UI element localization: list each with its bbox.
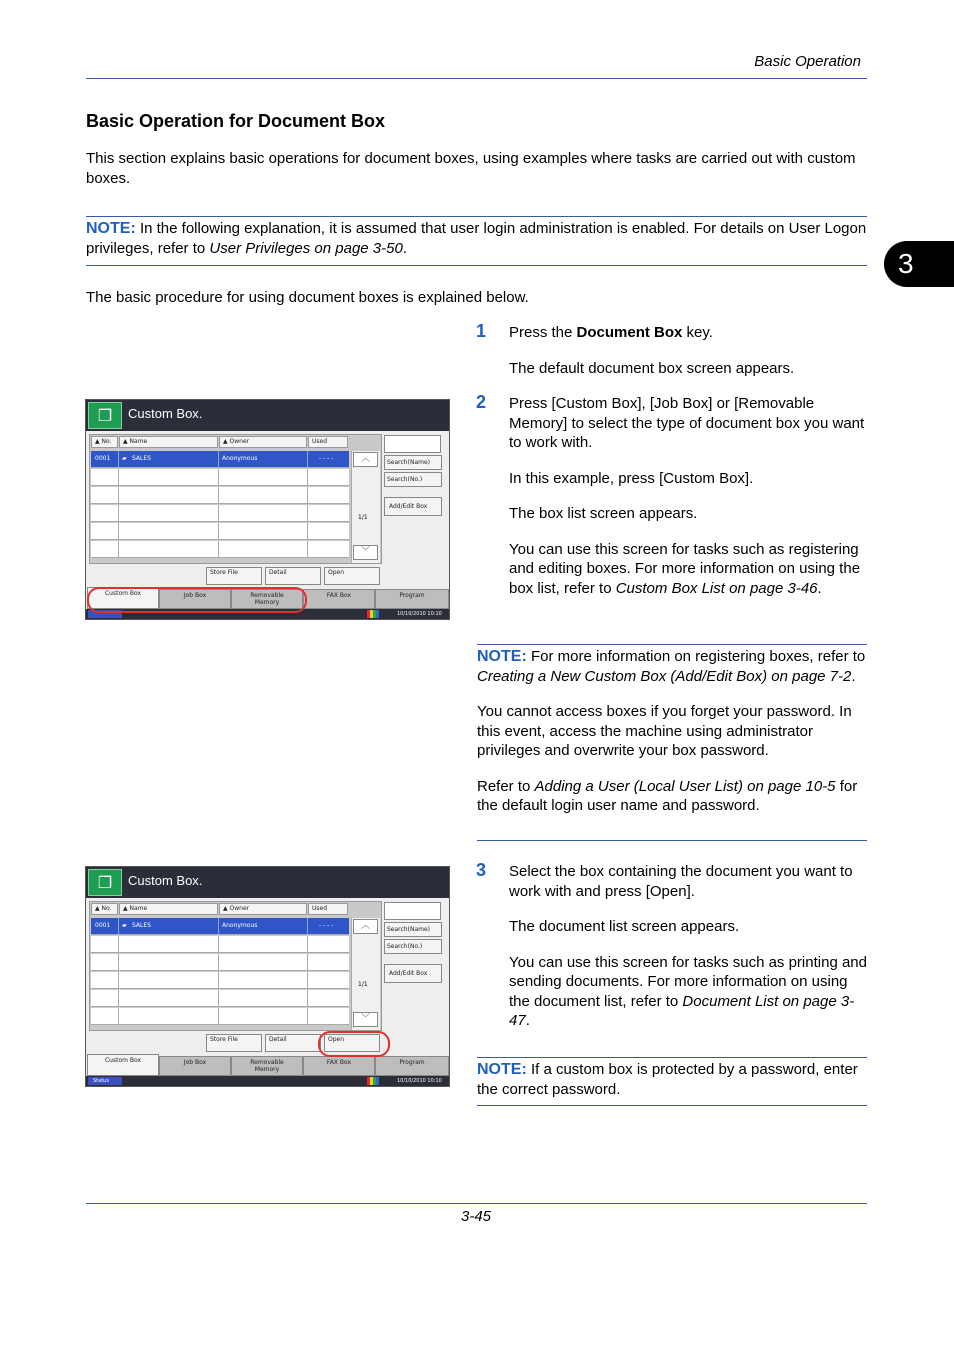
step-3-ref: Document List on page 3-47	[509, 992, 855, 1029]
col-used[interactable]	[308, 436, 348, 448]
note2-refer-link: Adding a User (Local User List) on page 10-5	[534, 777, 836, 795]
col-used-label: Used	[312, 438, 328, 445]
col-no-label: No.	[101, 905, 112, 912]
col-name[interactable]: ▲ Name	[119, 436, 218, 448]
note1-bottom-rule	[86, 265, 867, 266]
col-owner[interactable]: ▲ Owner	[219, 436, 307, 448]
page-number: 3-45	[461, 1208, 492, 1225]
table-row[interactable]	[91, 469, 349, 486]
page-indicator: 1/1	[358, 514, 368, 521]
open-button[interactable]: Open	[324, 567, 380, 585]
highlight-open	[318, 1031, 390, 1057]
step-1-key: Document Box	[576, 324, 683, 341]
step-1-number: 1	[476, 321, 487, 341]
scroll-up-button[interactable]: ︿	[353, 919, 378, 934]
folder-icon: ▰	[122, 922, 127, 929]
tab-removable-label: Removable Memory	[250, 1059, 284, 1073]
table-row[interactable]	[91, 505, 349, 522]
step-3-end: .	[525, 1012, 530, 1029]
store-file-button[interactable]: Store File	[206, 1034, 262, 1052]
tab-program[interactable]	[375, 1056, 449, 1076]
note2-bottom-rule	[477, 840, 867, 841]
tab-job-box-label: Job Box	[183, 592, 207, 599]
tab-fax-box-label: FAX Box	[326, 592, 352, 599]
box-list-panel	[89, 901, 382, 1031]
row-no: 0001	[95, 922, 111, 929]
step-2-result: The box list screen appears.	[509, 505, 698, 522]
note2-end: .	[851, 667, 856, 685]
note2-label: NOTE:	[477, 648, 527, 665]
tab-program-label: Program	[399, 1059, 425, 1066]
tab-program-label: Program	[399, 592, 425, 599]
step-2-example: In this example, press [Custom Box].	[509, 469, 754, 487]
step-3-detail: You can use this screen for tasks such as printing and sending documents. For more information on using the document list, refer to	[509, 953, 867, 1010]
status-datetime: 10/10/2010 10:10	[397, 611, 442, 617]
col-used[interactable]	[308, 903, 348, 915]
col-owner[interactable]: ▲ Owner	[219, 903, 307, 915]
step-2-ref: Custom Box List on page 3-46	[615, 579, 818, 597]
search-name-button[interactable]: Search(Name)	[384, 455, 442, 470]
note2-top-rule	[477, 644, 867, 645]
note3-label: NOTE:	[477, 1061, 527, 1078]
table-row[interactable]	[91, 487, 349, 504]
col-no[interactable]: ▲ No.	[91, 436, 118, 448]
scroll-column	[351, 451, 380, 563]
step-1-pre: Press the	[509, 324, 577, 341]
row-name: SALES	[132, 922, 151, 929]
box-list-screen-1	[85, 399, 450, 620]
section-heading: Basic Operation for Document Box	[86, 111, 386, 131]
tab-fax-box[interactable]	[303, 1056, 375, 1076]
step-2	[509, 394, 869, 614]
tab-job-box[interactable]	[159, 1056, 231, 1076]
open-button[interactable]: Open	[324, 1034, 380, 1052]
step-1-result: The default document box screen appears.	[509, 359, 795, 377]
note1-end: .	[402, 239, 408, 257]
step-1	[509, 323, 869, 394]
add-edit-box-button[interactable]: Add/Edit Box	[384, 964, 442, 983]
tab-custom-box[interactable]	[87, 1054, 159, 1076]
search-input[interactable]	[384, 435, 441, 453]
status-datetime: 10/10/2010 10:10	[397, 1078, 442, 1084]
detail-button[interactable]: Detail	[265, 567, 321, 585]
intro-paragraph: This section explains basic operations for document boxes, using examples where tasks are carried out with custom boxes.	[86, 150, 856, 187]
box-list-screen-2	[85, 866, 450, 1087]
note2-refer-post: for the default login user name and password.	[477, 777, 858, 814]
status-button[interactable]: Status	[88, 1077, 122, 1085]
note2	[477, 647, 867, 816]
tab-removable-memory[interactable]	[231, 1056, 303, 1076]
note3-bottom-rule	[477, 1105, 867, 1106]
col-name-label: Name	[129, 438, 148, 445]
row-owner: Anonymous	[222, 922, 258, 929]
note3	[477, 1060, 867, 1099]
tab-custom-box-label: Custom Box	[104, 1057, 142, 1064]
toner-icon	[367, 610, 379, 618]
document-box-icon: ❐	[88, 869, 122, 896]
toner-icon	[367, 1077, 379, 1085]
col-name[interactable]: ▲ Name	[119, 903, 218, 915]
detail-button[interactable]: Detail	[265, 1034, 321, 1052]
highlight-tabs	[87, 587, 307, 613]
scroll-up-button[interactable]: ︿	[353, 452, 378, 467]
running-header: Basic Operation	[754, 53, 861, 70]
note1	[86, 219, 867, 258]
note2-text: For more information on registering boxes, refer to	[530, 648, 866, 665]
note3-top-rule	[477, 1057, 867, 1058]
step-2-end: .	[817, 579, 822, 597]
table-row[interactable]	[91, 523, 349, 540]
page-indicator: 1/1	[358, 981, 368, 988]
tab-program[interactable]	[375, 589, 449, 609]
step-2-detail: You can use this screen for tasks such as registering and editing boxes. For more information on using the box list, refer to	[509, 540, 861, 597]
note2-password: You cannot access boxes if you forget your password. In this event, access the machine using administrator privileges and overwrite your box password.	[477, 703, 852, 759]
header-rule	[86, 78, 867, 79]
step-2-number: 2	[476, 392, 487, 412]
scroll-column	[351, 918, 380, 1030]
table-row[interactable]	[91, 990, 349, 1007]
step-3-text: Select the box containing the document you want to work with and press [Open].	[509, 863, 853, 900]
col-used-label: Used	[312, 905, 328, 912]
document-box-icon: ❐	[88, 402, 122, 429]
tab-fax-box-label: FAX Box	[326, 1059, 352, 1066]
col-no-label: No.	[101, 438, 112, 445]
note3-text: If a custom box is protected by a password, enter the correct password.	[477, 1061, 858, 1098]
step-3-number: 3	[476, 860, 487, 880]
col-name-label: Name	[129, 905, 148, 912]
status-bar	[86, 1076, 449, 1086]
row-used: - - - -	[319, 455, 334, 462]
table-row[interactable]	[91, 954, 349, 971]
col-owner-label: Owner	[229, 905, 250, 912]
note2-ref: Creating a New Custom Box (Add/Edit Box) on page 7-2	[477, 667, 852, 685]
search-no-button[interactable]: Search(No.)	[384, 939, 442, 954]
tab-fax-box[interactable]	[303, 589, 375, 609]
note1-text: In the following explanation, it is assumed that user login administration is enabled. For details on User Logon privileges, refer to	[86, 220, 867, 257]
table-row[interactable]	[91, 972, 349, 989]
row-used: - - - -	[319, 922, 334, 929]
note1-top-rule	[86, 216, 867, 217]
col-no[interactable]: ▲ No.	[91, 903, 118, 915]
store-file-button[interactable]: Store File	[206, 567, 262, 585]
row-no: 0001	[95, 455, 111, 462]
note2-refer-pre: Refer to	[477, 777, 535, 795]
tab-removable-label: Removable Memory	[250, 592, 284, 606]
step-3	[509, 862, 869, 1047]
row-name: SALES	[132, 455, 151, 462]
footer-rule	[86, 1203, 867, 1204]
chapter-tab: 3	[884, 241, 954, 287]
table-row[interactable]	[91, 936, 349, 953]
search-input[interactable]	[384, 902, 441, 920]
step-1-post: key.	[682, 324, 713, 341]
scroll-down-button[interactable]: ﹀	[353, 1012, 378, 1027]
tab-job-box-label: Job Box	[183, 1059, 207, 1066]
procedure-intro: The basic procedure for using document boxes is explained below.	[86, 289, 529, 306]
table-row[interactable]	[91, 1008, 349, 1025]
step-3-result: The document list screen appears.	[509, 918, 740, 935]
table-row-selected[interactable]	[91, 918, 349, 935]
tab-custom-box-label: Custom Box	[104, 590, 142, 597]
table-row-selected[interactable]	[91, 451, 349, 468]
screen-title: Custom Box.	[128, 873, 203, 888]
add-edit-box-button[interactable]: Add/Edit Box	[384, 497, 442, 516]
screen-title-bar	[86, 400, 449, 431]
screen-title: Custom Box.	[128, 406, 203, 421]
note1-ref: User Privileges on page 3-50	[209, 239, 403, 257]
step-2-text: Press [Custom Box], [Job Box] or [Removable Memory] to select the type of document box you want to work with.	[509, 395, 865, 451]
table-row[interactable]	[91, 541, 349, 558]
scroll-down-button[interactable]: ﹀	[353, 545, 378, 560]
col-owner-label: Owner	[229, 438, 250, 445]
search-no-button[interactable]: Search(No.)	[384, 472, 442, 487]
note1-label: NOTE:	[86, 220, 136, 237]
search-name-button[interactable]: Search(Name)	[384, 922, 442, 937]
screen-title-bar	[86, 867, 449, 898]
box-list-panel	[89, 434, 382, 564]
folder-icon: ▰	[122, 455, 127, 462]
row-owner: Anonymous	[222, 455, 258, 462]
